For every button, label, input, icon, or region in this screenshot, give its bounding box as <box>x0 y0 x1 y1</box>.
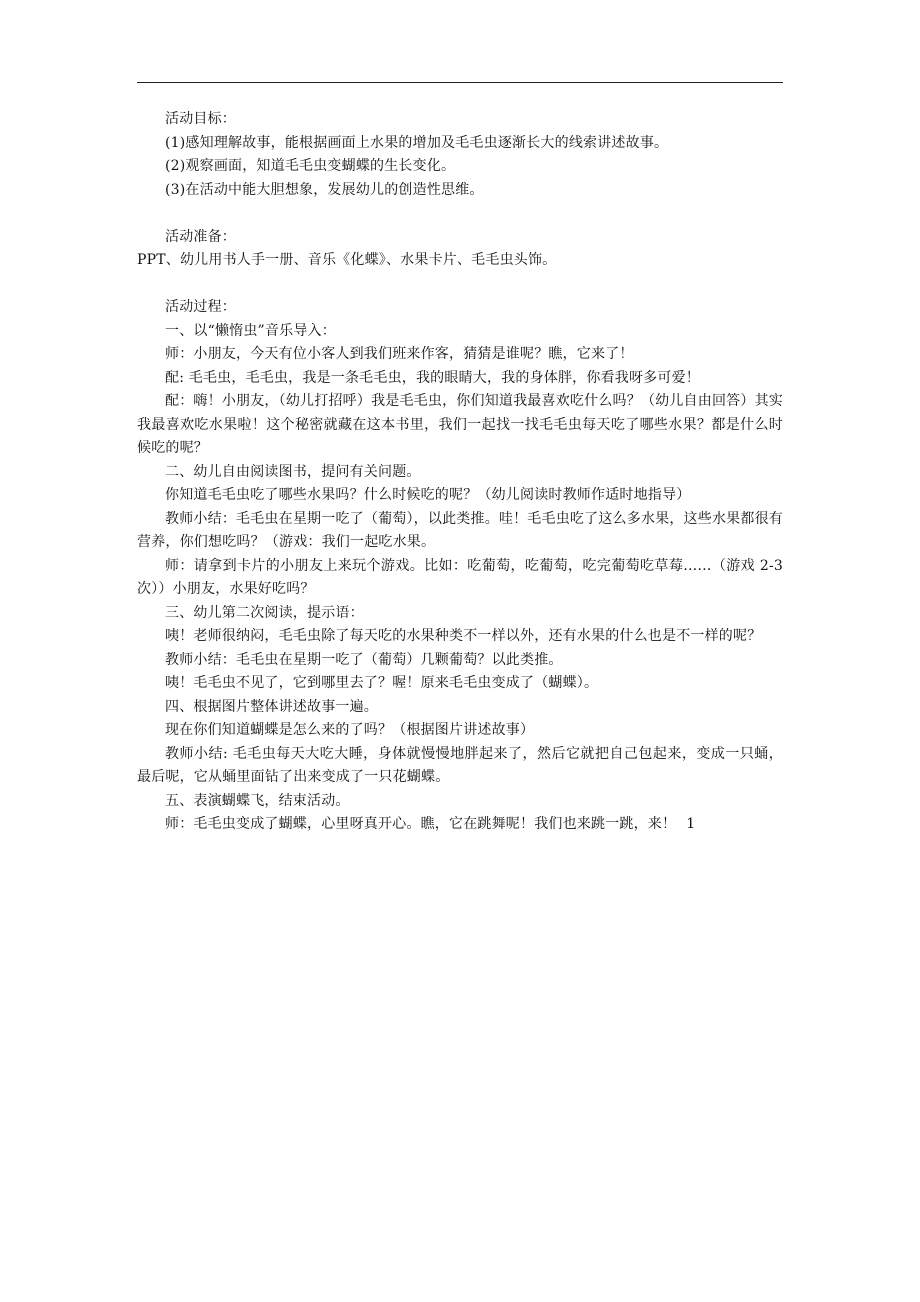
document-body <box>137 108 783 837</box>
process-paragraph: 师：小朋友，今天有位小客人到我们班来作客，猜猜是谁呢？瞧，它来了！ <box>165 346 634 362</box>
process-paragraph: 四、根据图片整体讲述故事一遍。 <box>165 698 378 715</box>
process-paragraph: 你知道毛毛虫吃了哪些水果吗？什么时候吃的呢？（幼儿阅读时教师作适时地指导） <box>165 487 691 503</box>
goals-heading: 活动目标： <box>165 111 236 127</box>
section-gap <box>137 273 783 297</box>
process-paragraph: 现在你们知道蝴蝶是怎么来的了吗？（根据图片讲述故事） <box>165 722 535 738</box>
process-paragraph: 配：嗨！小朋友，（幼儿打招呼）我是毛毛虫，你们知道我最喜欢吃什么吗？（幼儿自由回答）其实我最喜欢吃水果啦！这个秘密就藏在这本书里，我们一起找一找毛毛虫每天吃了哪些水果？都是什么时候吃的呢？ <box>137 393 783 456</box>
process-paragraph: 配: 毛毛虫，毛毛虫，我是一条毛毛虫，我的眼睛大，我的身体胖，你看我呀多可爱！ <box>165 369 700 386</box>
goal-item-3: (3)在活动中能大胆想象，发展幼儿的创造性思维。 <box>165 181 484 198</box>
goal-item-1: (1)感知理解故事，能根据画面上水果的增加及毛毛虫逐渐长大的线索讲述故事。 <box>165 134 669 151</box>
prep-text: PPT、幼儿用书人手一册、音乐《化蝶》、水果卡片、毛毛虫头饰。 <box>137 252 557 268</box>
page-number: 1 <box>686 816 696 832</box>
process-paragraph: 一、以“懒惰虫”音乐导入： <box>165 322 336 339</box>
process-paragraph: 五、表演蝴蝶飞，结束活动。 <box>165 792 350 809</box>
process-paragraph: 教师小结：毛毛虫在星期一吃了（葡萄）几颗葡萄？以此类推。 <box>165 651 563 668</box>
section-gap <box>137 202 783 226</box>
last-line-text: 师：毛毛虫变成了蝴蝶，心里呀真开心。瞧，它在跳舞呢！我们也来跳一跳，来！ <box>165 816 677 832</box>
goal-item-2: (2)观察画面，知道毛毛虫变蝴蝶的生长变化。 <box>165 158 456 174</box>
process-paragraph: 咦！毛毛虫不见了，它到哪里去了？喔！原来毛毛虫变成了（蝴蝶）。 <box>165 675 599 691</box>
process-heading: 活动过程： <box>165 299 236 315</box>
header-rule <box>137 82 783 83</box>
prep-heading: 活动准备： <box>165 228 236 245</box>
process-paragraph: 师：请拿到卡片的小朋友上来玩个游戏。比如：吃葡萄，吃葡萄，吃完葡萄吃草莓……（游戏 2-3 次））小朋友，水果好吃吗？ <box>137 557 783 597</box>
process-paragraph: 三、幼儿第二次阅读，提示语： <box>165 604 364 621</box>
process-paragraph: 教师小结：毛毛虫在星期一吃了（葡萄），以此类推。哇！毛毛虫吃了这么多水果，这些水果都很有营养，你们想吃吗？（游戏：我们一起吃水果。 <box>137 510 783 550</box>
process-last-line <box>137 813 783 837</box>
process-paragraph: 二、幼儿自由阅读图书，提问有关问题。 <box>165 463 421 480</box>
process-paragraph: 教师小结: 毛毛虫每天大吃大睡，身体就慢慢地胖起来了，然后它就把自己包起来，变成一只蛹，最后呢，它从蛹里面钻了出来变成了一只花蝴蝶。 <box>137 745 783 785</box>
process-paragraph: 咦！老师很纳闷，毛毛虫除了每天吃的水果种类不一样以外，还有水果的什么也是不一样的呢？ <box>165 628 762 644</box>
